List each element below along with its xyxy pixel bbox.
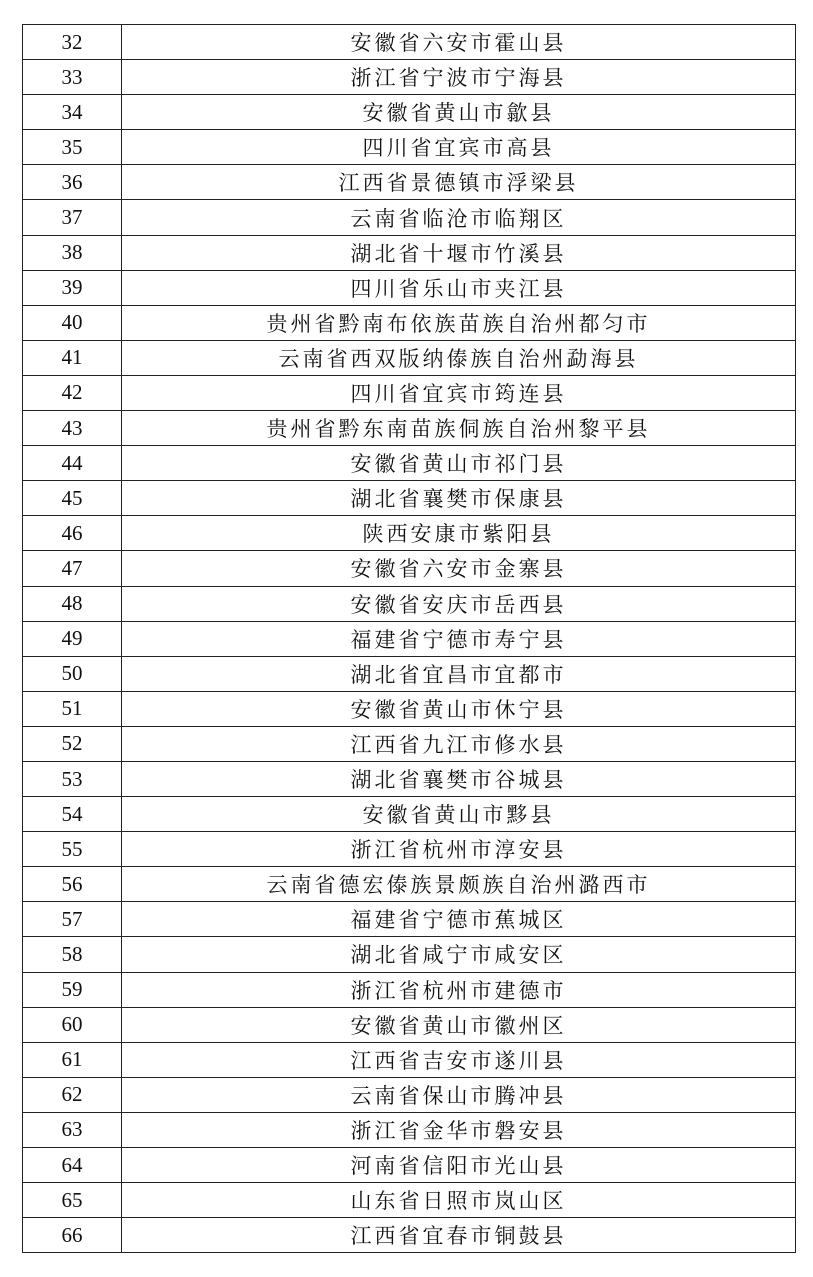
row-number-cell: 53 [23,761,122,796]
region-list-table-container [22,24,796,1253]
row-number-cell: 60 [23,1007,122,1042]
row-number-cell: 33 [23,60,122,95]
region-name-cell: 河南省信阳市光山县 [122,1148,796,1183]
table-row [23,25,796,60]
table-row [23,1007,796,1042]
row-number-cell: 51 [23,691,122,726]
table-row [23,761,796,796]
row-number-cell: 43 [23,411,122,446]
region-name-cell: 贵州省黔南布依族苗族自治州都匀市 [122,305,796,340]
table-row [23,586,796,621]
table-row [23,95,796,130]
region-name-cell: 四川省乐山市夹江县 [122,270,796,305]
table-row [23,165,796,200]
region-name-cell: 江西省吉安市遂川县 [122,1042,796,1077]
row-number-cell: 58 [23,937,122,972]
table-row [23,481,796,516]
table-row [23,411,796,446]
row-number-cell: 36 [23,165,122,200]
row-number-cell: 57 [23,902,122,937]
table-row [23,130,796,165]
table-row [23,375,796,410]
table-row [23,1042,796,1077]
table-row [23,235,796,270]
region-name-cell: 四川省宜宾市高县 [122,130,796,165]
row-number-cell: 50 [23,656,122,691]
table-row [23,972,796,1007]
region-name-cell: 湖北省襄樊市谷城县 [122,761,796,796]
table-body [23,25,796,1253]
row-number-cell: 32 [23,25,122,60]
region-name-cell: 安徽省黄山市歙县 [122,95,796,130]
row-number-cell: 44 [23,446,122,481]
region-name-cell: 四川省宜宾市筠连县 [122,375,796,410]
region-list-table [22,24,796,1253]
table-row [23,691,796,726]
table-row [23,867,796,902]
row-number-cell: 35 [23,130,122,165]
table-row [23,726,796,761]
row-number-cell: 56 [23,867,122,902]
table-row [23,1183,796,1218]
region-name-cell: 江西省宜春市铜鼓县 [122,1218,796,1253]
region-name-cell: 湖北省十堰市竹溪县 [122,235,796,270]
table-row [23,1148,796,1183]
table-row [23,551,796,586]
row-number-cell: 37 [23,200,122,235]
row-number-cell: 63 [23,1112,122,1147]
table-row [23,797,796,832]
row-number-cell: 55 [23,832,122,867]
region-name-cell: 湖北省襄樊市保康县 [122,481,796,516]
row-number-cell: 62 [23,1077,122,1112]
table-row [23,937,796,972]
table-row [23,1077,796,1112]
table-row [23,902,796,937]
region-name-cell: 福建省宁德市蕉城区 [122,902,796,937]
table-row [23,446,796,481]
row-number-cell: 42 [23,375,122,410]
region-name-cell: 浙江省宁波市宁海县 [122,60,796,95]
region-name-cell: 江西省九江市修水县 [122,726,796,761]
table-row [23,656,796,691]
row-number-cell: 38 [23,235,122,270]
region-name-cell: 安徽省黄山市祁门县 [122,446,796,481]
region-name-cell: 陕西安康市紫阳县 [122,516,796,551]
region-name-cell: 云南省德宏傣族景颇族自治州潞西市 [122,867,796,902]
row-number-cell: 66 [23,1218,122,1253]
region-name-cell: 安徽省安庆市岳西县 [122,586,796,621]
region-name-cell: 安徽省黄山市徽州区 [122,1007,796,1042]
table-row [23,1112,796,1147]
row-number-cell: 49 [23,621,122,656]
region-name-cell: 江西省景德镇市浮梁县 [122,165,796,200]
table-row [23,200,796,235]
row-number-cell: 34 [23,95,122,130]
region-name-cell: 贵州省黔东南苗族侗族自治州黎平县 [122,411,796,446]
row-number-cell: 39 [23,270,122,305]
table-row [23,340,796,375]
row-number-cell: 52 [23,726,122,761]
row-number-cell: 41 [23,340,122,375]
table-row [23,305,796,340]
row-number-cell: 40 [23,305,122,340]
table-row [23,621,796,656]
region-name-cell: 云南省西双版纳傣族自治州勐海县 [122,340,796,375]
region-name-cell: 安徽省黄山市休宁县 [122,691,796,726]
region-name-cell: 福建省宁德市寿宁县 [122,621,796,656]
row-number-cell: 64 [23,1148,122,1183]
table-row [23,60,796,95]
row-number-cell: 47 [23,551,122,586]
row-number-cell: 61 [23,1042,122,1077]
row-number-cell: 65 [23,1183,122,1218]
row-number-cell: 45 [23,481,122,516]
table-row [23,832,796,867]
region-name-cell: 湖北省宜昌市宜都市 [122,656,796,691]
row-number-cell: 46 [23,516,122,551]
region-name-cell: 云南省临沧市临翔区 [122,200,796,235]
region-name-cell: 山东省日照市岚山区 [122,1183,796,1218]
region-name-cell: 浙江省杭州市淳安县 [122,832,796,867]
row-number-cell: 48 [23,586,122,621]
region-name-cell: 浙江省杭州市建德市 [122,972,796,1007]
table-row [23,270,796,305]
region-name-cell: 安徽省六安市金寨县 [122,551,796,586]
region-name-cell: 安徽省黄山市黟县 [122,797,796,832]
table-row [23,516,796,551]
region-name-cell: 湖北省咸宁市咸安区 [122,937,796,972]
region-name-cell: 浙江省金华市磐安县 [122,1112,796,1147]
table-row [23,1218,796,1253]
region-name-cell: 云南省保山市腾冲县 [122,1077,796,1112]
region-name-cell: 安徽省六安市霍山县 [122,25,796,60]
row-number-cell: 54 [23,797,122,832]
row-number-cell: 59 [23,972,122,1007]
